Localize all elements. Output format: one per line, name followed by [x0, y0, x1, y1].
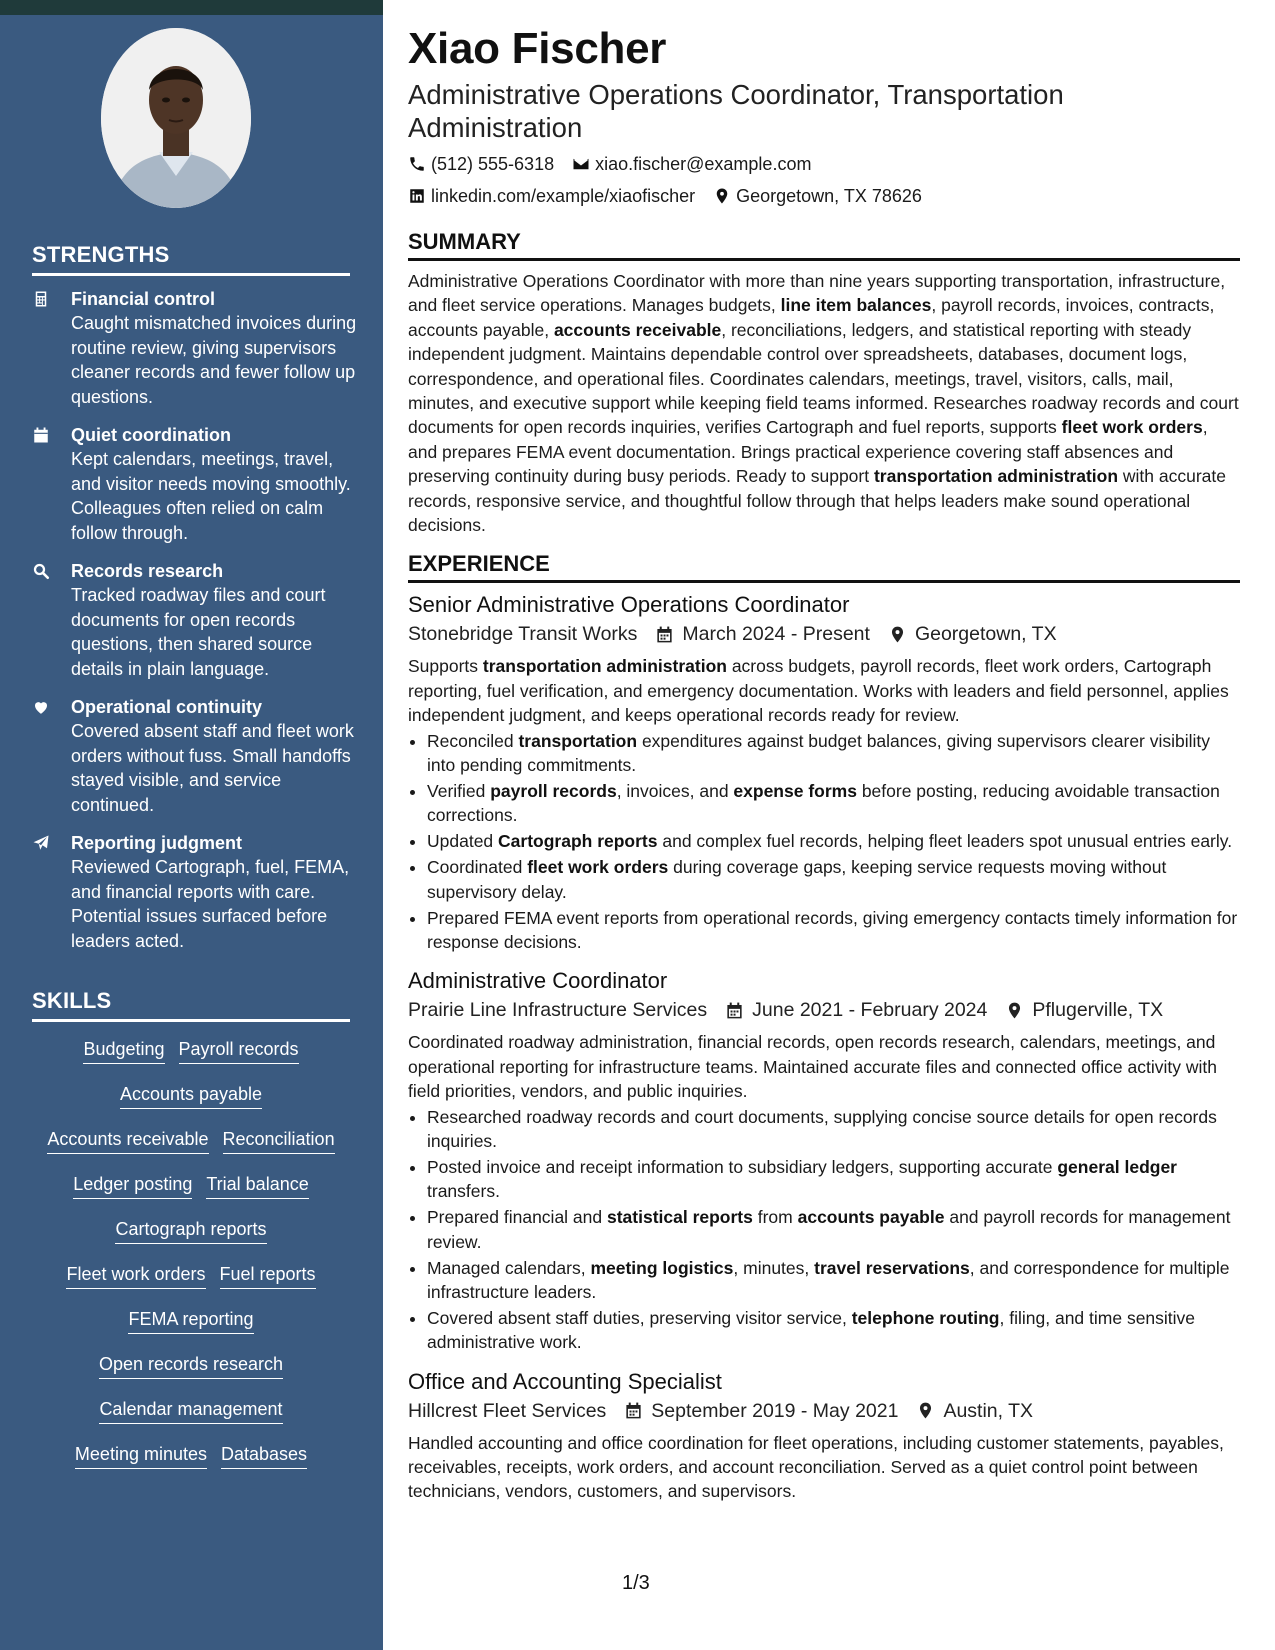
text-segment: and payroll records for management review. [427, 1207, 1231, 1252]
bold-phrase: payroll records [490, 781, 617, 801]
job-location [888, 621, 1057, 647]
job-entry [408, 591, 1240, 954]
skill-row [32, 1443, 350, 1488]
phone-icon [408, 155, 426, 173]
bullet-item [427, 829, 1240, 853]
calendar-icon [725, 1001, 744, 1020]
job-dates [655, 621, 870, 647]
text-segment: during coverage gaps, keeping service requests moving without supervisory delay. [427, 857, 1167, 902]
bold-phrase: meeting logistics [590, 1257, 734, 1278]
bullet-item [427, 779, 1240, 828]
job-dates [624, 1398, 898, 1424]
text-segment: Reconciled [427, 730, 519, 751]
text-segment: with accurate records, responsive service, and thoughtful follow through that helps leaders make sound operational decisions. [408, 466, 1226, 536]
text-segment: Administrative Operations Coordinator with more than nine years supporting transportation, infrastructure, and fleet service operations. Manages budgets, [408, 271, 1226, 316]
skill-tag: Fleet work orders [66, 1263, 205, 1289]
bullet-item [427, 855, 1240, 904]
text-segment: Handled accounting and office coordination for fleet operations, including customer statements, payables, receivables, receipts, work orders, and account reconciliation. Served as a quiet control point between technicians, vendors, customers, and supervisors. [408, 1432, 1224, 1502]
heart-icon [32, 696, 71, 817]
strength-item [32, 696, 357, 817]
text-segment: Prepared financial and [427, 1207, 607, 1228]
contact-line-2 [408, 184, 1240, 208]
skill-row [32, 1353, 350, 1398]
skill-tag: Cartograph reports [115, 1218, 266, 1244]
strength-item [32, 560, 357, 681]
calendar-icon [655, 625, 674, 644]
phone-text: (512) 555-6318 [431, 154, 555, 174]
skill-row [32, 1263, 350, 1308]
skill-tag: Meeting minutes [75, 1443, 207, 1469]
text-segment: , and prepares FEMA event documentation. Brings practical experience covering staff absences and preserving continuity during busy periods. Ready to support [408, 417, 1208, 487]
linkedin-icon [408, 187, 426, 205]
text-segment: Managed calendars, [427, 1257, 591, 1278]
strength-title: Records research [71, 561, 224, 581]
strength-body [71, 424, 357, 545]
skill-row [32, 1128, 350, 1173]
map-pin-icon [1005, 1001, 1024, 1020]
strengths-heading: STRENGTHS [32, 242, 350, 276]
main-content [408, 22, 1240, 1504]
calendar-icon [624, 1401, 643, 1420]
text-segment: , minutes, [733, 1257, 815, 1278]
skill-tag: Fuel reports [220, 1263, 316, 1289]
text-segment: across budgets, payroll records, fleet work orders, Cartograph reporting, fuel verification, and emergency documentation. Works with leaders and field personnel, applies independent judgment, and keeps operational records ready for review. [408, 656, 1229, 726]
calendar-icon [32, 424, 71, 545]
job-company [408, 1398, 606, 1424]
bold-phrase: fleet work orders [1061, 417, 1203, 438]
linkedin-text: linkedin.com/example/xiaofischer [431, 186, 696, 206]
strength-title: Reporting judgment [71, 833, 242, 853]
envelope-icon [572, 155, 590, 173]
skill-row [32, 1038, 350, 1083]
text-segment: and complex fuel records, helping fleet leaders spot unusual entries early. [657, 831, 1233, 852]
contact-line-1 [408, 152, 1240, 176]
job-description [408, 1431, 1240, 1504]
job-description [408, 654, 1240, 727]
bullet-item [427, 729, 1240, 778]
skill-tag: Payroll records [179, 1038, 299, 1064]
date-range: March 2024 - Present [682, 623, 870, 646]
skill-row [32, 1083, 350, 1128]
job-title: Administrative Coordinator [408, 968, 668, 994]
linkedin-contact[interactable] [408, 184, 695, 208]
job-entry [408, 967, 1240, 1354]
experience-heading: EXPERIENCE [408, 550, 1240, 583]
skill-tag: Open records research [99, 1353, 283, 1379]
map-pin-icon [916, 1401, 935, 1420]
bold-phrase: accounts payable [797, 1207, 945, 1228]
skill-tag: Budgeting [83, 1038, 164, 1064]
text-segment: , payroll records, invoices, contracts, accounts payable, [408, 295, 1215, 340]
bold-phrase: travel reservations [814, 1257, 970, 1278]
text-segment: , filing, and time sensitive administrative work. [427, 1307, 1196, 1353]
job-meta [408, 997, 1240, 1023]
strength-body [71, 832, 357, 953]
strength-item [32, 424, 357, 545]
skill-row [32, 1308, 350, 1353]
sidebar [0, 0, 383, 1650]
text-segment: Coordinated roadway administration, financial records, open records research, calendars, meetings, and operational reporting for infrastructure teams. Maintained accurate files and connected office activity with field priorities, vendors, and public inquiries. [408, 1032, 1217, 1102]
bold-phrase: telephone routing [851, 1307, 1000, 1328]
skills-list [32, 1038, 350, 1488]
location-contact [713, 184, 922, 208]
skill-tag: Reconciliation [223, 1128, 335, 1154]
bullet-item [427, 1205, 1240, 1254]
company-name: Hillcrest Fleet Services [408, 1399, 607, 1422]
calculator-icon [32, 288, 71, 409]
bold-phrase: line item balances [780, 295, 932, 316]
text-segment: Posted invoice and receipt information to subsidiary ledgers, supporting accurate [427, 1156, 1058, 1177]
job-bullets [408, 729, 1240, 955]
bold-phrase: expense forms [733, 781, 857, 801]
bold-phrase: statistical reports [606, 1207, 753, 1228]
job-title: Senior Administrative Operations Coordinator [408, 592, 850, 618]
candidate-name: Xiao Fischer [408, 24, 667, 73]
location-name: Georgetown, TX [914, 623, 1057, 646]
text-segment: Prepared FEMA event reports from operational records, giving emergency contacts timely information for response decisions. [427, 907, 1238, 952]
skill-tag: Trial balance [206, 1173, 308, 1199]
text-segment: Verified [427, 781, 491, 801]
sidebar-top-bar [0, 0, 383, 15]
job-entry [408, 1368, 1240, 1504]
skill-tag: Accounts receivable [47, 1128, 208, 1154]
skill-tag: FEMA reporting [128, 1308, 253, 1334]
bullet-item [427, 1105, 1240, 1154]
strength-body [71, 560, 357, 681]
bold-phrase: general ledger [1057, 1156, 1177, 1177]
strength-description: Caught mismatched invoices during routine review, giving supervisors cleaner records and fewer follow up questions. [71, 313, 357, 407]
map-pin-icon [713, 187, 731, 205]
job-location [1005, 997, 1163, 1023]
skill-tag: Accounts payable [120, 1083, 262, 1109]
job-company [408, 621, 637, 647]
strength-description: Covered absent staff and fleet work orders without fuss. Small handoffs stayed visible, and service continued. [71, 721, 354, 815]
map-pin-icon [888, 625, 907, 644]
strength-description: Kept calendars, meetings, travel, and visitor needs moving smoothly. Colleagues often relied on calm follow through. [71, 449, 351, 543]
profile-photo [101, 28, 251, 208]
skill-row [32, 1173, 350, 1218]
search-icon [32, 560, 71, 681]
job-title: Office and Accounting Specialist [408, 1368, 722, 1394]
location-name: Austin, TX [943, 1399, 1034, 1422]
bold-phrase: fleet work orders [527, 857, 669, 878]
job-dates [725, 997, 987, 1023]
job-description [408, 1030, 1240, 1103]
location-text: Georgetown, TX 78626 [736, 186, 922, 206]
phone-contact[interactable] [408, 152, 554, 176]
text-segment: , reconciliations, ledgers, and statistical reporting with steady independent judgment. Maintains dependable control over spreadsheets, databases, document logs, correspondence, and operational files. Coordinates calendars, meetings, travel, visitors, calls, mail, minutes, and executive support while keeping field teams informed. Researches roadway records and court documents for open records inquiries, verifies Cartograph and fuel reports, supports [408, 319, 1239, 438]
strength-body [71, 696, 357, 817]
skill-tag: Calendar management [99, 1398, 282, 1424]
page-number: 1/3 [622, 1572, 650, 1594]
date-range: June 2021 - February 2024 [752, 999, 988, 1022]
job-bullets [408, 1105, 1240, 1355]
skill-row [32, 1218, 350, 1263]
skills-heading: SKILLS [32, 988, 350, 1022]
text-segment: before posting, reducing avoidable transaction corrections. [427, 781, 1220, 826]
date-range: September 2019 - May 2021 [651, 1399, 899, 1422]
summary-heading: SUMMARY [408, 228, 1240, 261]
job-company [408, 997, 707, 1023]
skill-tag: Databases [221, 1443, 307, 1469]
bold-phrase: accounts receivable [553, 319, 722, 340]
text-segment: Coordinated [427, 857, 528, 878]
bullet-item [427, 906, 1240, 955]
text-segment: transfers. [427, 1181, 500, 1202]
text-segment: , and correspondence for multiple infrastructure leaders. [427, 1257, 1230, 1302]
text-segment: Researched roadway records and court documents, supplying concise source details for open records inquiries. [427, 1106, 1217, 1151]
skill-row [32, 1398, 350, 1443]
text-segment: Covered absent staff duties, preserving visitor service, [427, 1307, 852, 1328]
company-name: Prairie Line Infrastructure Services [408, 999, 708, 1022]
text-segment: Supports [408, 656, 483, 677]
paper-plane-icon [32, 832, 71, 953]
job-meta [408, 621, 1240, 647]
strength-title: Quiet coordination [71, 425, 231, 445]
experience-list [408, 591, 1240, 1503]
skill-tag: Ledger posting [73, 1173, 192, 1199]
company-name: Stonebridge Transit Works [408, 623, 638, 646]
candidate-headline: Administrative Operations Coordinator, Transportation Administration [408, 79, 1064, 143]
strength-body [71, 288, 357, 409]
bullet-item [427, 1155, 1240, 1204]
summary-text [408, 269, 1240, 537]
text-segment: expenditures against budget balances, giving supervisors clearer visibility into pending commitments. [427, 730, 1211, 776]
strength-description: Reviewed Cartograph, fuel, FEMA, and financial reports with care. Potential issues surfaced before leaders acted. [71, 857, 350, 951]
email-text: xiao.fischer@example.com [595, 154, 812, 174]
location-name: Pflugerville, TX [1032, 999, 1164, 1022]
bold-phrase: Cartograph reports [498, 831, 658, 852]
job-meta [408, 1398, 1240, 1424]
strength-item [32, 288, 357, 409]
text-segment: Updated [427, 831, 499, 852]
bold-phrase: transportation [518, 730, 638, 751]
bullet-item [427, 1306, 1240, 1355]
bold-phrase: transportation administration [482, 656, 727, 677]
strength-item [32, 832, 357, 953]
job-location [916, 1398, 1033, 1424]
bullet-item [427, 1256, 1240, 1305]
strengths-list [32, 288, 357, 968]
text-segment: from [752, 1207, 798, 1228]
bold-phrase: transportation administration [873, 466, 1119, 487]
email-contact[interactable] [572, 152, 811, 176]
strength-description: Tracked roadway files and court documents for open records questions, then shared source details in plain language. [71, 585, 326, 679]
strength-title: Financial control [71, 289, 216, 309]
text-segment: , invoices, and [616, 781, 734, 801]
strength-title: Operational continuity [71, 697, 263, 717]
